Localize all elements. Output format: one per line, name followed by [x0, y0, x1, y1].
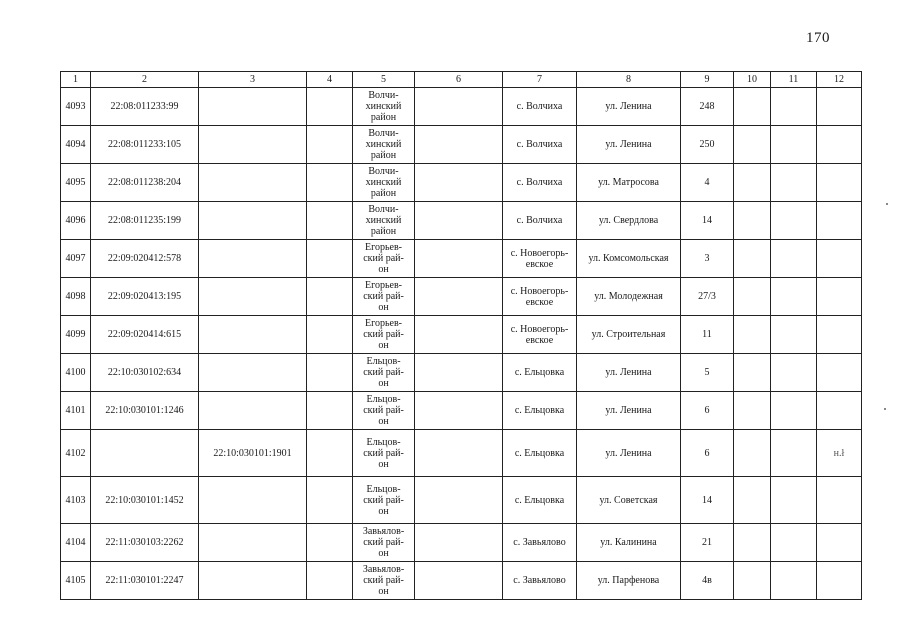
settlement-cell: с. Новоегорь- евское [503, 278, 577, 316]
header-col-3: 3 [199, 72, 307, 88]
col-10-cell [734, 354, 771, 392]
cadastral-number-cell: 22:08:011233:105 [91, 126, 199, 164]
street-cell: ул. Парфенова [577, 562, 681, 600]
cadastral-number-cell: 22:08:011233:99 [91, 88, 199, 126]
row-number-cell: 4099 [61, 316, 91, 354]
col-11-cell [771, 126, 817, 164]
settlement-cell: с. Ельцовка [503, 477, 577, 524]
row-number-cell: 4103 [61, 477, 91, 524]
col-4-cell [307, 88, 353, 126]
col-10-cell [734, 240, 771, 278]
house-number-cell: 14 [681, 202, 734, 240]
cadastral-number-cell: 22:11:030103:2262 [91, 524, 199, 562]
district-cell: Завьялов- ский рай- он [353, 524, 415, 562]
row-number-cell: 4094 [61, 126, 91, 164]
col-12-cell [817, 316, 862, 354]
table-row [61, 354, 862, 392]
col-6-cell [415, 354, 503, 392]
district-cell: Волчи- хинский район [353, 126, 415, 164]
street-cell: ул. Ленина [577, 126, 681, 164]
district-cell: Егорьев- ский рай- он [353, 278, 415, 316]
settlement-cell: с. Завьялово [503, 524, 577, 562]
street-cell: ул. Ленина [577, 392, 681, 430]
cadastral-number-alt-cell [199, 278, 307, 316]
col-10-cell [734, 164, 771, 202]
scan-speck [886, 203, 888, 205]
table-row [61, 316, 862, 354]
row-number-cell: 4102 [61, 430, 91, 477]
district-cell: Егорьев- ский рай- он [353, 240, 415, 278]
col-12-cell [817, 126, 862, 164]
street-cell: ул. Комсомольская [577, 240, 681, 278]
table-row [61, 126, 862, 164]
street-cell: ул. Матросова [577, 164, 681, 202]
house-number-cell: 27/3 [681, 278, 734, 316]
cadastral-number-cell: 22:11:030101:2247 [91, 562, 199, 600]
col-11-cell [771, 316, 817, 354]
district-cell: Волчи- хинский район [353, 88, 415, 126]
header-col-9: 9 [681, 72, 734, 88]
settlement-cell: с. Ельцовка [503, 392, 577, 430]
col-12-cell [817, 392, 862, 430]
page-number: 170 [806, 30, 830, 46]
house-number-cell: 11 [681, 316, 734, 354]
cadastral-number-alt-cell [199, 392, 307, 430]
settlement-cell: с. Волчиха [503, 202, 577, 240]
col-6-cell [415, 240, 503, 278]
house-number-cell: 6 [681, 430, 734, 477]
cadastral-number-alt-cell [199, 316, 307, 354]
col-4-cell [307, 278, 353, 316]
col-11-cell [771, 202, 817, 240]
district-cell: Ельцов- ский рай- он [353, 430, 415, 477]
col-6-cell [415, 392, 503, 430]
col-12-cell [817, 88, 862, 126]
house-number-cell: 5 [681, 354, 734, 392]
table-body [61, 88, 862, 600]
table-row [61, 477, 862, 524]
header-col-8: 8 [577, 72, 681, 88]
house-number-cell: 4в [681, 562, 734, 600]
table-row [61, 240, 862, 278]
district-cell: Ельцов- ский рай- он [353, 392, 415, 430]
col-6-cell [415, 88, 503, 126]
house-number-cell: 14 [681, 477, 734, 524]
row-number-cell: 4098 [61, 278, 91, 316]
col-6-cell [415, 430, 503, 477]
header-col-5: 5 [353, 72, 415, 88]
cadastral-number-alt-cell [199, 354, 307, 392]
col-6-cell [415, 316, 503, 354]
col-12-cell [817, 240, 862, 278]
col-4-cell [307, 126, 353, 164]
street-cell: ул. Советская [577, 477, 681, 524]
cadastral-number-alt-cell [199, 524, 307, 562]
col-6-cell [415, 477, 503, 524]
house-number-cell: 248 [681, 88, 734, 126]
col-6-cell [415, 164, 503, 202]
header-col-11: 11 [771, 72, 817, 88]
cadastral-number-cell: 22:10:030101:1246 [91, 392, 199, 430]
col-12-cell [817, 477, 862, 524]
cadastral-number-alt-cell [199, 240, 307, 278]
col-11-cell [771, 524, 817, 562]
col-4-cell [307, 164, 353, 202]
row-number-cell: 4096 [61, 202, 91, 240]
col-12-cell [817, 202, 862, 240]
row-number-cell: 4100 [61, 354, 91, 392]
table-row [61, 164, 862, 202]
col-10-cell [734, 126, 771, 164]
header-col-6: 6 [415, 72, 503, 88]
table-row [61, 562, 862, 600]
table-row [61, 202, 862, 240]
cadastral-number-cell: 22:10:030101:1452 [91, 477, 199, 524]
col-6-cell [415, 562, 503, 600]
col-12-cell [817, 278, 862, 316]
col-12-cell [817, 164, 862, 202]
street-cell: ул. Молодежная [577, 278, 681, 316]
col-10-cell [734, 202, 771, 240]
col-10-cell [734, 430, 771, 477]
header-row [61, 72, 862, 88]
row-number-cell: 4095 [61, 164, 91, 202]
district-cell: Завьялов- ский рай- он [353, 562, 415, 600]
col-11-cell [771, 240, 817, 278]
col-4-cell [307, 202, 353, 240]
col-10-cell [734, 88, 771, 126]
house-number-cell: 3 [681, 240, 734, 278]
col-4-cell [307, 240, 353, 278]
col-4-cell [307, 562, 353, 600]
table-row [61, 430, 862, 477]
col-11-cell [771, 477, 817, 524]
row-number-cell: 4093 [61, 88, 91, 126]
settlement-cell: с. Новоегорь- евское [503, 240, 577, 278]
col-6-cell [415, 278, 503, 316]
settlement-cell: с. Волчиха [503, 126, 577, 164]
cadastral-number-cell: 22:09:020412:578 [91, 240, 199, 278]
settlement-cell: с. Ельцовка [503, 430, 577, 477]
settlement-cell: с. Завьялово [503, 562, 577, 600]
col-4-cell [307, 477, 353, 524]
house-number-cell: 6 [681, 392, 734, 430]
col-6-cell [415, 524, 503, 562]
col-11-cell [771, 562, 817, 600]
street-cell: ул. Калинина [577, 524, 681, 562]
header-col-1: 1 [61, 72, 91, 88]
row-number-cell: 4101 [61, 392, 91, 430]
header-col-2: 2 [91, 72, 199, 88]
cadastral-number-cell: 22:09:020414:615 [91, 316, 199, 354]
registry-table [60, 71, 862, 600]
header-col-10: 10 [734, 72, 771, 88]
cadastral-number-alt-cell [199, 88, 307, 126]
house-number-cell: 250 [681, 126, 734, 164]
cadastral-number-cell: 22:09:020413:195 [91, 278, 199, 316]
cadastral-number-alt-cell [199, 562, 307, 600]
street-cell: ул. Свердлова [577, 202, 681, 240]
col-11-cell [771, 88, 817, 126]
col-10-cell [734, 316, 771, 354]
settlement-cell: с. Новоегорь- евское [503, 316, 577, 354]
cadastral-number-alt-cell [199, 477, 307, 524]
settlement-cell: с. Ельцовка [503, 354, 577, 392]
col-10-cell [734, 392, 771, 430]
col-4-cell [307, 392, 353, 430]
cadastral-number-cell: 22:08:011235:199 [91, 202, 199, 240]
street-cell: ул. Ленина [577, 354, 681, 392]
col-12-cell [817, 354, 862, 392]
settlement-cell: с. Волчиха [503, 88, 577, 126]
row-number-cell: 4104 [61, 524, 91, 562]
header-col-12: 12 [817, 72, 862, 88]
district-cell: Волчи- хинский район [353, 202, 415, 240]
cadastral-number-alt-cell: 22:10:030101:1901 [199, 430, 307, 477]
col-11-cell [771, 430, 817, 477]
col-11-cell [771, 354, 817, 392]
col-10-cell [734, 524, 771, 562]
header-col-7: 7 [503, 72, 577, 88]
row-number-cell: 4097 [61, 240, 91, 278]
table-row [61, 524, 862, 562]
col-4-cell [307, 524, 353, 562]
col-12-cell [817, 524, 862, 562]
cadastral-number-alt-cell [199, 126, 307, 164]
table-row [61, 278, 862, 316]
header-col-4: 4 [307, 72, 353, 88]
cadastral-number-alt-cell [199, 202, 307, 240]
district-cell: Ельцов- ский рай- он [353, 477, 415, 524]
col-12-cell [817, 562, 862, 600]
col-4-cell [307, 430, 353, 477]
col-6-cell [415, 126, 503, 164]
col-4-cell [307, 316, 353, 354]
district-cell: Ельцов- ский рай- он [353, 354, 415, 392]
col-10-cell [734, 562, 771, 600]
table-row [61, 392, 862, 430]
col-11-cell [771, 392, 817, 430]
col-10-cell [734, 278, 771, 316]
settlement-cell: с. Волчиха [503, 164, 577, 202]
col-10-cell [734, 477, 771, 524]
cadastral-number-cell [91, 430, 199, 477]
col-12-cell: н.ł [817, 430, 862, 477]
street-cell: ул. Строительная [577, 316, 681, 354]
col-11-cell [771, 164, 817, 202]
table-row [61, 88, 862, 126]
col-4-cell [307, 354, 353, 392]
house-number-cell: 21 [681, 524, 734, 562]
col-11-cell [771, 278, 817, 316]
scan-speck [884, 408, 886, 410]
house-number-cell: 4 [681, 164, 734, 202]
cadastral-number-cell: 22:10:030102:634 [91, 354, 199, 392]
district-cell: Егорьев- ский рай- он [353, 316, 415, 354]
cadastral-number-alt-cell [199, 164, 307, 202]
street-cell: ул. Ленина [577, 430, 681, 477]
col-6-cell [415, 202, 503, 240]
cadastral-number-cell: 22:08:011238:204 [91, 164, 199, 202]
row-number-cell: 4105 [61, 562, 91, 600]
street-cell: ул. Ленина [577, 88, 681, 126]
district-cell: Волчи- хинский район [353, 164, 415, 202]
